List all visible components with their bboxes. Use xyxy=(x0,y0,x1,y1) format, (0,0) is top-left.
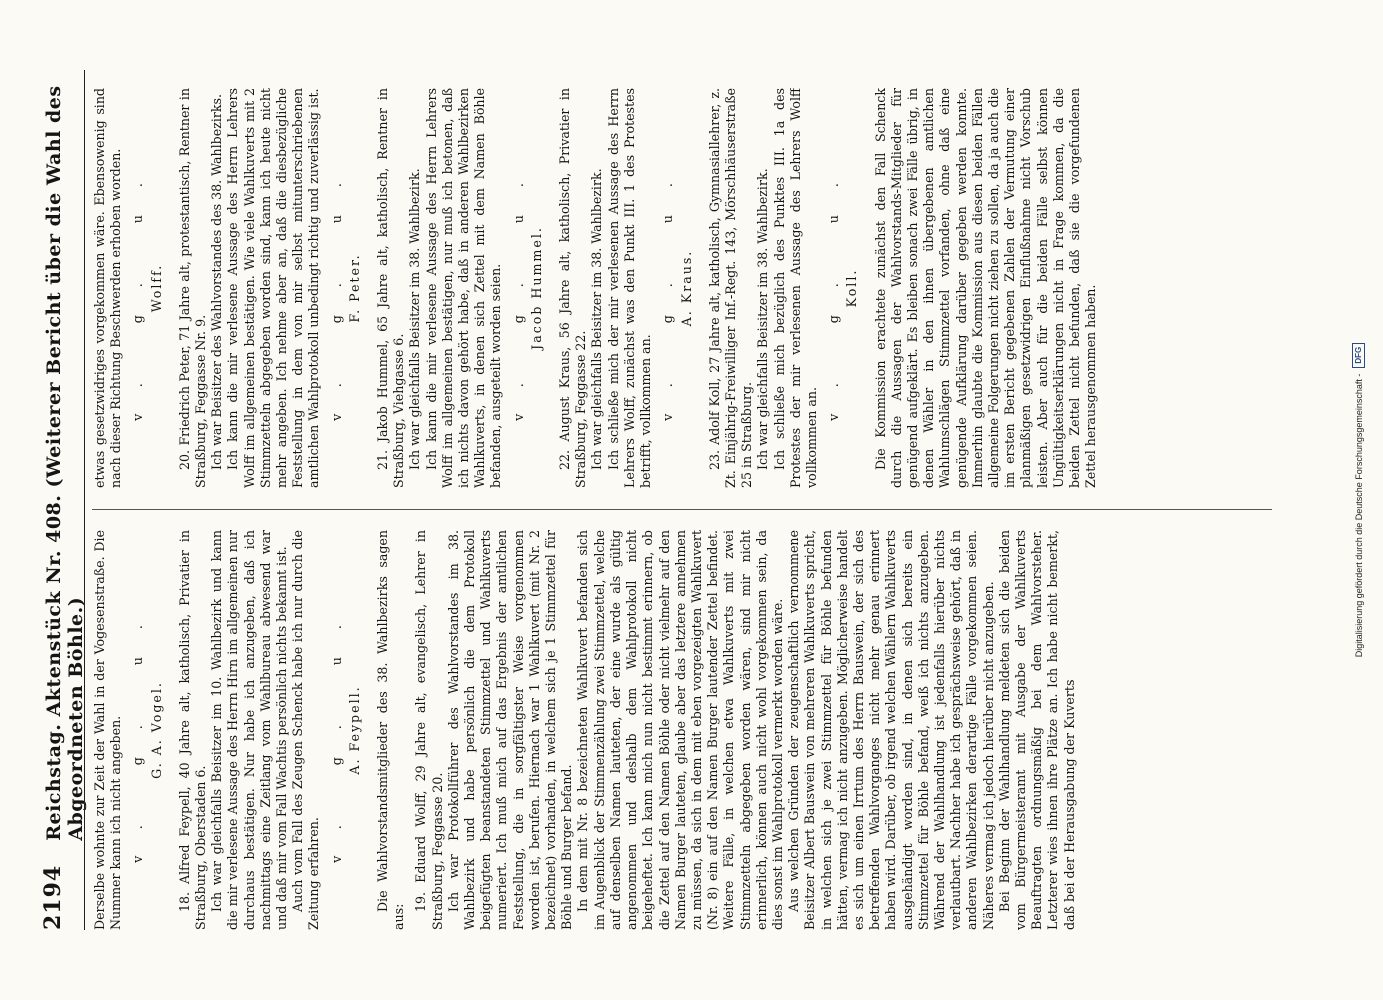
signature: A. Feypell. xyxy=(346,685,362,775)
signature: Wolff. xyxy=(148,263,164,313)
paragraph: Ich schließe mich der mir verlesenen Aussage des Herrn Lehrers Wolff, zunächst was den Punkt III. 1 des Protestes betrifft, vollkommen an. xyxy=(605,88,654,488)
paragraph: Die Wahlvorstandsmitglieder des 38. Wahlbezirks sagen aus: xyxy=(375,530,407,930)
attestation-mark: v. g. u. xyxy=(510,155,526,421)
paragraph: Die Kommission erachtete zunächst den Fall Schenck durch die Aussagen der Wahlvorstands-Mitglieder für genügend aufgeklärt. Es bleiben sonach zwei Fälle übrig, in denen Wähler in den ihnen übergebenen amtlichen Wahlumschlägen Stimmzettel vorfanden, ohne daß eine genügende Aufklärung darüber gegeben werden konnte. Immerhin glaubte die Kommission aus diesen beiden Fällen allgemeine Folgerungen nicht ziehen zu sollen, da ja auch die im ersten Bericht gegebenen Zahlen der Vermutung einer planmäßigen gesetzwidrigen Einflußnahme nicht Vorschub leisten. Aber auch für die beiden Fälle selbst können Ungültigkeitserklärungen nicht in Frage kommen, da die beiden Zettel nicht befunden, daß sie die vorgefundenen Zettel herausgenommen haben. xyxy=(872,88,1099,488)
witness-heading: 19. Eduard Wolff, 29 Jahre alt, evangelisch, Lehrer in Straßburg, Feggasse 20. xyxy=(413,530,445,930)
paragraph: In dem mit Nr. 8 bezeichneten Wahlkuvert befanden sich im Augenblick der Stimmenzählung zwei Stimmzettel, welche auf denselben Namen lauteten, der eine wurde als gültig angenommen und deshalb dem Wahlprotokoll nicht beigeheftet. Ich kann mich nun nicht bestimmt erinnern, ob die Zettel auf den Namen Böhle oder nicht vielmehr auf den Namen Burger lauteten, glaube aber das letztere annehmen zu müssen, da sich in dem mit eben vorgezeigten Wahlkuvert (Nr. 8) ein auf den Namen Burger lautender Zettel befindet. Weitere Fälle, in welchen etwa Wahlkuverts mit zwei Stimmzetteln abgegeben worden wären, sind mir nicht erinnerlich, können auch nicht wohl vorgekommen sein, da dies sonst im Wahlprotokoll vermerkt worden wäre. xyxy=(575,530,785,930)
attestation-mark: v. g. u. xyxy=(130,155,146,421)
paragraph: Ich war gleichfalls Beisitzer im 10. Wahlbezirk und kann die mir verlesene Aussage des Herrn Hirn im allgemeinen nur durchaus bestätigen. Nur habe ich anzugeben, daß ich nachmittags eine Zeitlang vom Wahlbureau abwesend war und daß mir vom Fall Wachtis persönlich nichts bekannt ist. xyxy=(209,530,290,930)
digitization-footer xyxy=(1352,0,1365,1000)
attestation-mark: v. g. u. xyxy=(660,155,676,421)
header-rule xyxy=(84,70,85,930)
paragraph: Derselbe wohnte zur Zeit der Wahl in der Vogesenstraße. Die Nummer kann ich nicht angeben. xyxy=(92,530,124,930)
paragraph: Ich kann die mir verlesene Aussage des Herrn Lehrers Wolff im allgemeinen bestätigen, nur muß ich betonen, daß ich nichts davon gehört habe, daß in anderen Wahlbezirken Wahlkuverts, in denen sich Zettel mit dem Namen Böhle befanden, ausgeteilt worden seien. xyxy=(423,88,504,488)
signature: F. Peter. xyxy=(346,253,362,323)
column-divider xyxy=(92,509,1272,510)
paragraph: Ich war gleichfalls Beisitzer im 38. Wahlbezirk. xyxy=(755,168,771,470)
attestation-mark: v. g. u. xyxy=(328,597,344,863)
attestation-mark: v. g. u. xyxy=(130,597,146,863)
attestation-mark: v. g. u. xyxy=(826,155,842,421)
left-column xyxy=(92,530,1272,930)
paragraph: Ich war Protokollführer des Wahlvorstandes im 38. Wahlbezirk und habe persönlich die dem Protokoll beigefügten beanstandeten Stimmzettel und Wahlkuverts numeriert. Ich muß mich auf das Ergebnis der amtlichen Feststellung, die in sorgfältigster Weise vorgenommen worden ist, berufen. Hiernach war 1 Wahlkuvert (mit Nr. 2 bezeichnet) vorhanden, in welchem sich je 1 Stimmzettel für Böhle und Burger befand. xyxy=(445,530,575,930)
witness-heading: 23. Adolf Koll, 27 Jahre alt, katholisch, Gymnasiallehrer, z. Zt. Einjährig-Freiwilliger Inf.-Regt. 143, Mörschhäuserstraße 25 in Straßburg. xyxy=(706,88,755,488)
witness-heading: 20. Friedrich Peter, 71 Jahre alt, protestantisch, Rentner in Straßburg, Feggasse Nr. 9. xyxy=(176,88,209,488)
paragraph: etwas gesetzwidriges vorgekommen wäre. Ebensowenig sind nach dieser Richtung Beschwerden erhoben worden. xyxy=(92,88,124,488)
digitization-note: Digitalisierung gefördert durch die Deutsche Forschungsgemeinschaft - xyxy=(1353,373,1364,658)
signature: G. A. Vogel. xyxy=(148,681,164,779)
witness-heading: 21. Jakob Hummel, 65 Jahre alt, katholisch, Rentner in Straßburg, Viehgasse 6. xyxy=(375,88,407,488)
paragraph: Ich kann die mir verlesene Aussage des Herrn Lehrers Wolff im allgemeinen bestätigen. Wie viele Wahlkuverts mit 2 Stimmzetteln abgegeben worden sind, kann ich heute nicht mehr angeben. Ich nehme aber an, daß die diesbezügliche Feststellung in dem von mir selbst mitunterschriebenen amtlichen Wahlprotokoll unbedingt richtig und zuverlässig ist. xyxy=(225,88,322,488)
paragraph: Ich war gleichfalls Beisitzer im 38. Wahlbezirk. xyxy=(589,168,605,470)
signature: Jacob Hummel. xyxy=(528,226,544,350)
paragraph: Aus welchen Gründen der zeugenschaftlich vernommene Beisitzer Albert Bauswein von mehreren Wahlkuverts spricht, in welchen sich je zwei Stimmzettel für Böhle befunden hätten, vermag ich nicht anzugeben. Möglicherweise handelt es sich um einen Irrtum des Herrn Bauswein, der sich des betreffenden Wahlvorganges nicht mehr genau erinnert haben wird. Darüber, ob irgend welchen Wählern Wahlkuverts ausgehändigt worden sind, in denen sich bereits ein Stimmzettel für Böhle befand, weiß ich nichts anzugeben. Während der Wahlhandlung ist jedenfalls hierüber nichts verlautbart. Nachher habe ich gesprächsweise gehört, daß in anderen Wahlbezirken derartige Fälle vorgekommen seien. Näheres vermag ich jedoch hierüber nicht anzugeben. xyxy=(786,530,996,930)
dfg-logo-icon: DFG xyxy=(1352,343,1365,368)
paragraph: Bei Beginn der Wahlhandlung meldeten sich die beiden vom Bürgermeisteramt mit Ausgabe der Wahlkuverts Beauftragten ordnungsmäßig bei dem Wahlvorsteher. Letzterer wies ihnen ihre Plätze an. Ich habe nicht bemerkt, daß bei der Herausgabung der Kuverts xyxy=(996,530,1077,930)
signature: A. Kraus. xyxy=(678,249,694,327)
page-number: 2194 xyxy=(40,864,66,930)
witness-heading: 18. Alfred Feypell, 40 Jahre alt, katholisch, Privatier in Straßburg, Oberstaden 6. xyxy=(176,530,209,930)
witness-heading: 22. August Kraus, 56 Jahre alt, katholisch, Privatier in Straßburg, Feggasse 22. xyxy=(557,88,589,488)
signature: Koll. xyxy=(844,268,860,308)
right-column xyxy=(92,88,1272,488)
paragraph: Ich schließe mich bezüglich des Punktes III. 1a des Protestes der mir verlesenen Aussage des Lehrers Wolff vollkommen an. xyxy=(771,88,819,488)
running-title: Reichstag. Aktenstück Nr. 408. (Weiterer Bericht über die Wahl des Abgeordneten Böhle.) xyxy=(43,85,87,841)
attestation-mark: v. g. u. xyxy=(328,155,344,421)
paragraph: Ich war gleichfalls Beisitzer im 38. Wahlbezirk. xyxy=(407,168,423,470)
paragraph: Ich war Beisitzer des Wahlvorstandes des 38. Wahlbezirks. xyxy=(209,94,225,470)
page-header xyxy=(40,70,87,930)
paragraph: Auch vom Fall des Zeugen Schenck habe ich nur durch die Zeitung erfahren. xyxy=(290,530,322,930)
